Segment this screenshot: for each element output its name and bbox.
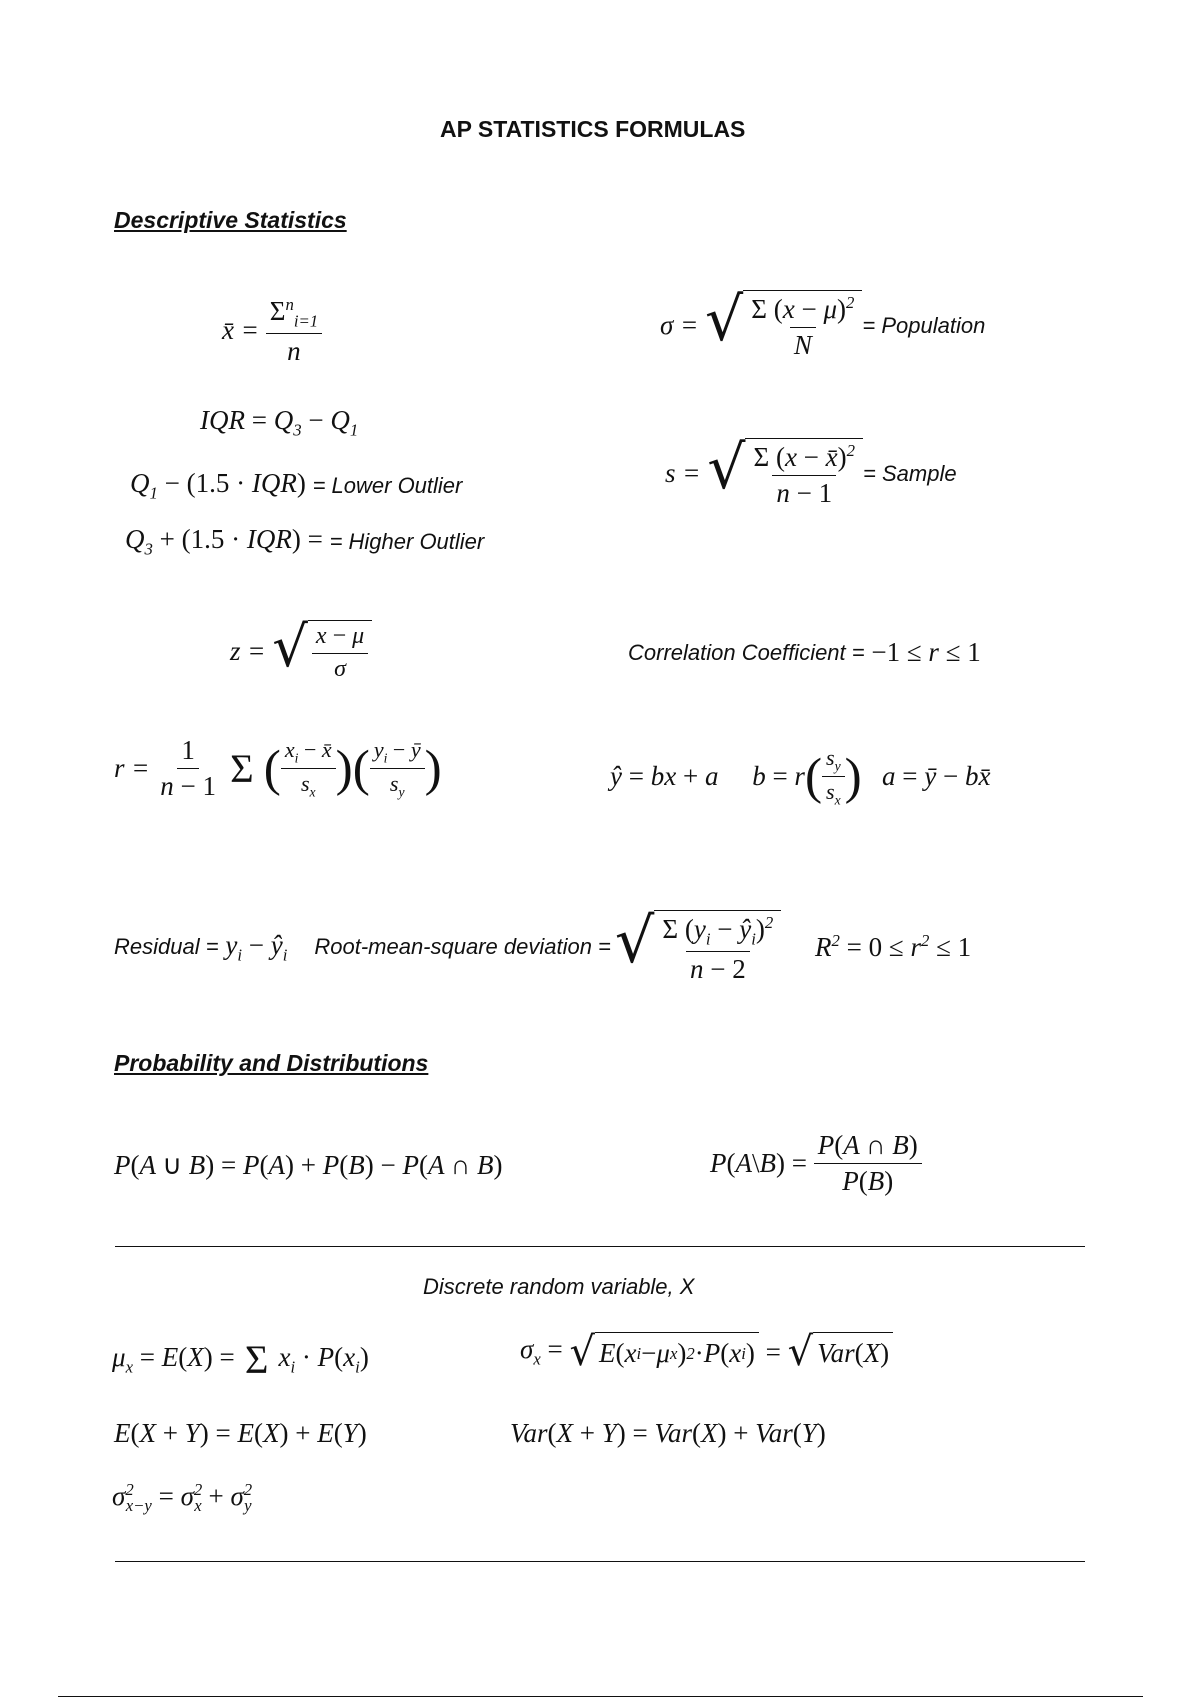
higher-outlier-label: = Higher Outlier: [329, 528, 485, 554]
sample-sd-formula: s = √ $\frac{\Sigma (x - x̄)^2}{n - 1}$ = Sample: [665, 433, 957, 509]
regression-formula: ŷ = bx + a b = r ( $\frac{s_y}{s_x}$ ) a = ȳ − bx̄: [610, 745, 991, 808]
residual-rmsd-row: Residual = $y_i$ − $ŷ_i$ Root-mean-square deviation = √ $\frac{\Sigma (y_i - ŷ_i)^2}{n - 2}$ $R^2 = 0 \le r^2 \le 1$: [114, 904, 972, 984]
lower-outlier-label: = Lower Outlier: [312, 472, 463, 498]
page-footer-rule: [58, 1696, 1143, 1697]
section-heading-descriptive: Descriptive Statistics: [114, 207, 347, 233]
correlation-label: Correlation Coefficient =: [628, 639, 865, 665]
conditional-probability-formula: P(A\B) = $\frac{P(A \cap B)}{P(B)}$: [710, 1130, 922, 1197]
variance-sum-formula: Var(X + Y) = Var(X) + Var(Y): [510, 1418, 826, 1448]
variance-difference-formula: $\sigma^2_{x-y} = \sigma^2_x + \sigma^2_y$: [112, 1480, 253, 1516]
discrete-heading: Discrete random variable, X: [423, 1274, 695, 1299]
iqr-formula: IQR = $Q_3 - Q_1$: [200, 405, 359, 440]
rmsd-label: Root-mean-square deviation =: [314, 934, 611, 960]
expectation-sum-formula: E(X + Y) = E(X) + E(Y): [114, 1418, 367, 1448]
lower-outlier-formula: $Q_1 - (1.5 \cdot IQR)$ = Lower Outlier: [130, 468, 463, 503]
union-formula: P(A ∪ B) = P(A) + P(B) − P(A ∩ B): [114, 1150, 503, 1180]
z-score-formula: z = √ $\frac{x - \mu}{\sigma}$: [230, 620, 372, 683]
discrete-sd-formula: $\sigma_x$ = √ E ( x i − μ x ) 2 · P ( x i ) = √ Var ( X ): [520, 1332, 893, 1372]
higher-outlier-formula: $Q_3 + (1.5 \cdot IQR)$ = = Higher Outlier: [125, 524, 485, 559]
divider-bottom: [115, 1561, 1085, 1562]
correlation-range: Correlation Coefficient = −1 ≤ r ≤ 1: [628, 637, 981, 667]
correlation-formula: r = $\frac{1}{n - 1}$ Σ ( $\frac{x_i - x̄}{s_x}$ ) ( $\frac{y_i - ȳ}{s_y}$ ): [114, 735, 442, 802]
divider-top: [115, 1246, 1085, 1247]
population-label: = Population: [862, 312, 986, 338]
section-heading-probability: Probability and Distributions: [114, 1050, 429, 1076]
page-title: AP STATISTICS FORMULAS: [440, 116, 746, 142]
mean-formula: x̄ = $\frac{\Sigma^n_{i=1}}{n}$: [222, 295, 322, 367]
expected-value-formula: $\mu_x = E(X)$ = Σ $x_i \cdot P(x_i)$: [112, 1337, 369, 1382]
residual-label: Residual =: [114, 934, 219, 960]
sample-label: = Sample: [863, 460, 957, 486]
population-sd-formula: σ = √ $\frac{\Sigma (x - \mu)^2}{N}$ = Population: [660, 285, 986, 361]
